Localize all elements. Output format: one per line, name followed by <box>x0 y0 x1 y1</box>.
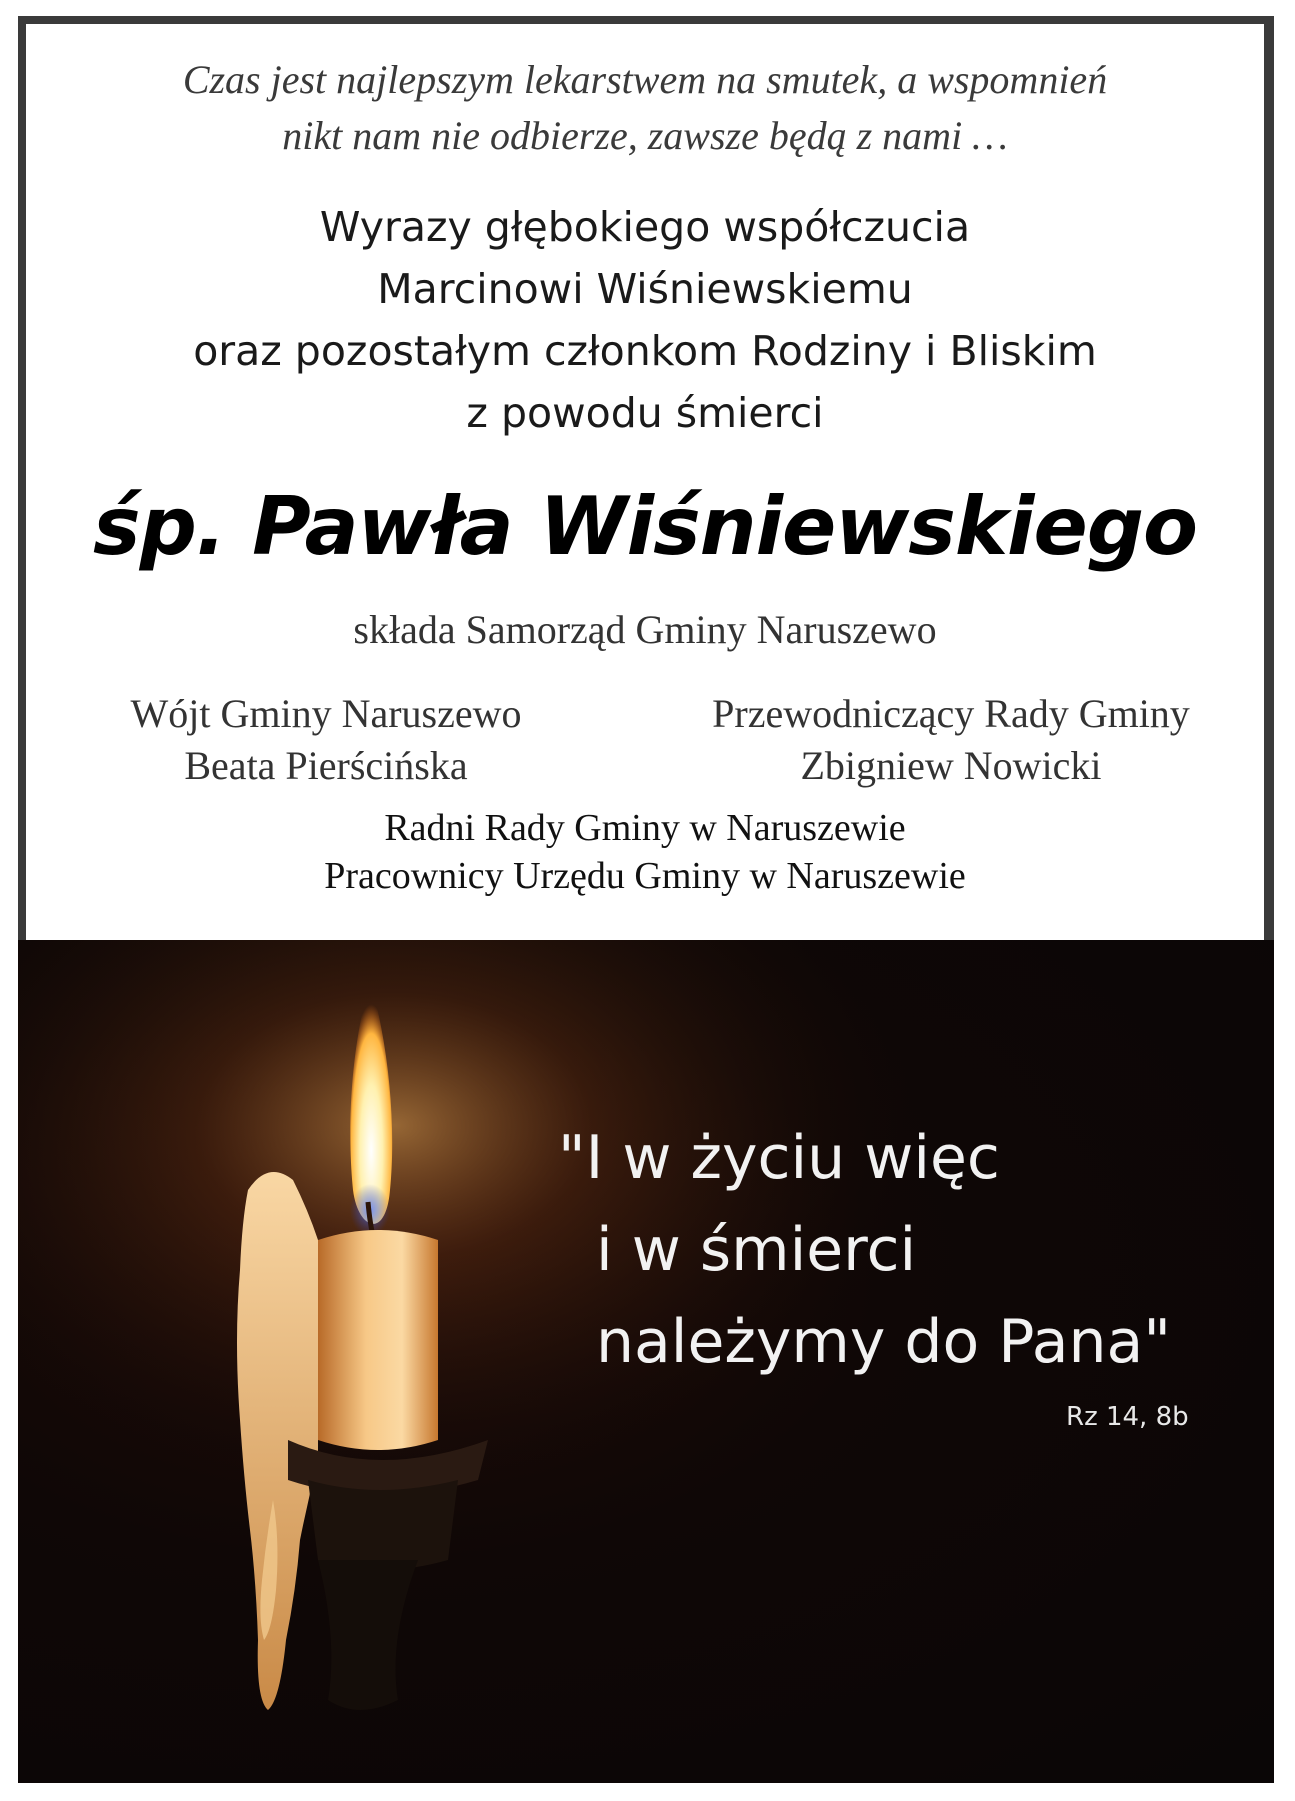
signature-name: Zbigniew Nowicki <box>800 743 1102 788</box>
signing-groups <box>26 804 1264 900</box>
condolence-notice <box>18 16 1274 940</box>
signature-role: Wójt Gminy Naruszewo <box>130 691 522 736</box>
condolence-line: z powodu śmierci <box>466 389 824 437</box>
signature-right <box>666 688 1236 792</box>
signature-name: Beata Pierścińska <box>184 743 468 788</box>
quote-line: Czas jest najlepszym lekarstwem na smutek, a wspomnień <box>182 57 1108 102</box>
verse-line: "I w życiu więc <box>558 1123 1000 1193</box>
signature-role: Przewodniczący Rady Gminy <box>712 691 1190 736</box>
verse-line: i w śmierci <box>596 1215 917 1285</box>
signature-left <box>86 688 566 792</box>
verse-reference: Rz 14, 8b <box>1066 1402 1189 1432</box>
quote-line: nikt nam nie odbierze, zawsze będą z nami … <box>282 113 1008 158</box>
condolence-line: Marcinowi Wiśniewskiemu <box>377 265 913 313</box>
group-line: Radni Rady Gminy w Naruszewie <box>384 807 906 849</box>
bible-verse <box>558 1112 1171 1388</box>
condolence-line: oraz pozostałym członkom Rodziny i Bliskim <box>193 327 1097 375</box>
verse-line: należymy do Pana" <box>596 1307 1171 1377</box>
group-line: Pracownicy Urzędu Gminy w Naruszewie <box>324 855 966 897</box>
deceased-name: śp. Pawła Wiśniewskiego <box>93 480 1197 573</box>
condolence-text <box>26 196 1264 444</box>
condolence-line: Wyrazy głębokiego współczucia <box>319 203 971 251</box>
candle-photo <box>18 940 1274 1783</box>
sender-line: składa Samorząd Gminy Naruszewo <box>353 607 937 652</box>
opening-quote <box>26 52 1264 164</box>
